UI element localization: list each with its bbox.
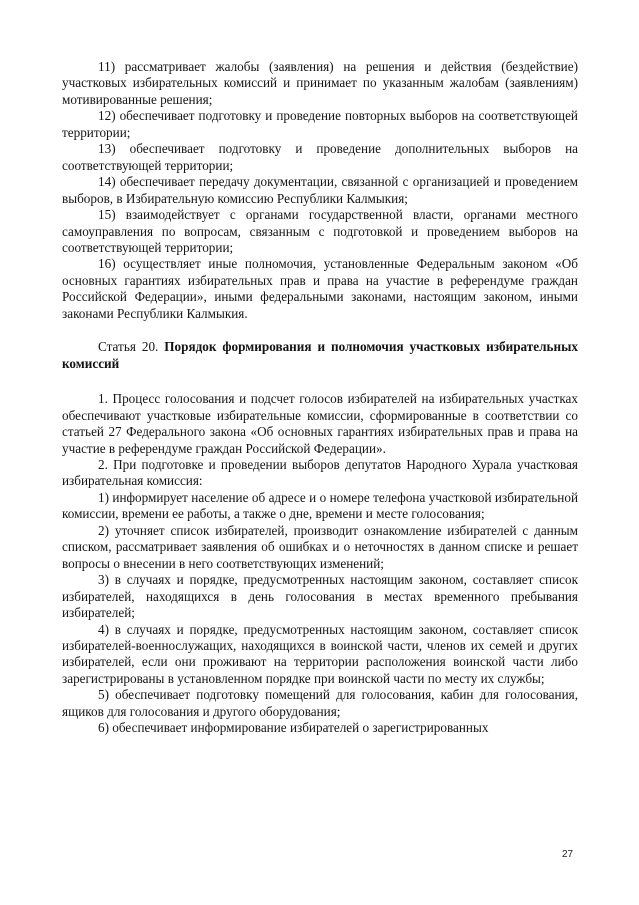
list-item: 3) в случаях и порядке, предусмотренных настоящим законом, составляет список избирателей, находящихся в день голосования в местах временного пребывания избирателей;	[62, 572, 578, 621]
list-item: 13) обеспечивает подготовку и проведение дополнительных выборов на соответствующей территории;	[62, 141, 578, 173]
list-item: 2) уточняет список избирателей, производит ознакомление избирателей с данным списком, рассматривает заявления об ошибках и о неточностях в данном списке и решает вопросы о внесении в него соответствующих изменений;	[62, 522, 578, 571]
list-item: 11) рассматривает жалобы (заявления) на решения и действия (бездействие) участковых избирательных комиссий и принимает по указанным жалобам (заявлениям) мотивированные решения;	[62, 59, 578, 107]
page-content	[62, 59, 578, 737]
list-item: 12) обеспечивает подготовку и проведение повторных выборов на соответствующей территории;	[62, 108, 578, 140]
list-item: 5) обеспечивает подготовку помещений для голосования, кабин для голосования, ящиков для голосования и другого оборудования;	[62, 687, 578, 719]
article-number: Статья 20.	[98, 339, 159, 355]
page-number: 27	[562, 849, 574, 860]
list-item: 1) информирует население об адресе и о номере телефона участковой избирательной комиссии, времени ее работы, а также о дне, времени и месте голосования;	[62, 489, 578, 522]
spacer	[62, 372, 578, 391]
article-title: Порядок формирования и полномочия участковых избирательных комиссий	[62, 339, 579, 371]
list-item: 15) взаимодействует с органами государственной власти, органами местного самоуправления по вопросам, связанным с подготовкой и проведением выборов на соответствующей территории;	[62, 207, 578, 255]
list-item: 4) в случаях и порядке, предусмотренных настоящим законом, составляет список избирателей-военнослужащих, находящихся в воинской части, членов их семей и других избирателей, если они проживают на территории расположения воинской части либо зарегистрированы в установленном порядке при воинской части по месту их службы;	[62, 621, 578, 686]
paragraph: 2. При подготовке и проведении выборов депутатов Народного Хурала участковая избирательная комиссия:	[62, 456, 578, 489]
list-item: 14) обеспечивает передачу документации, связанной с организацией и проведением выборов, в Избирательную комиссию Республики Калмыкия;	[62, 174, 578, 206]
article-heading	[62, 339, 578, 372]
list-item: 16) осуществляет иные полномочия, установленные Федеральным законом «Об основных гарантиях избирательных прав и права на участие в референдуме граждан Российской Федерации», иными федеральными законами, настоящим законом, иными законами Республики Калмыкия.	[62, 256, 578, 321]
list-item: 6) обеспечивает информирование избирателей о зарегистрированных	[98, 720, 489, 736]
paragraph: 1. Процесс голосования и подсчет голосов избирателей на избирательных участках обеспечивают участковые избирательные комиссии, сформированные в соответствии со статьей 27 Федерального закона «Об основных гарантиях избирательных прав и права на участие в референдуме граждан Российской Федерации».	[62, 391, 578, 456]
spacer	[62, 322, 578, 339]
